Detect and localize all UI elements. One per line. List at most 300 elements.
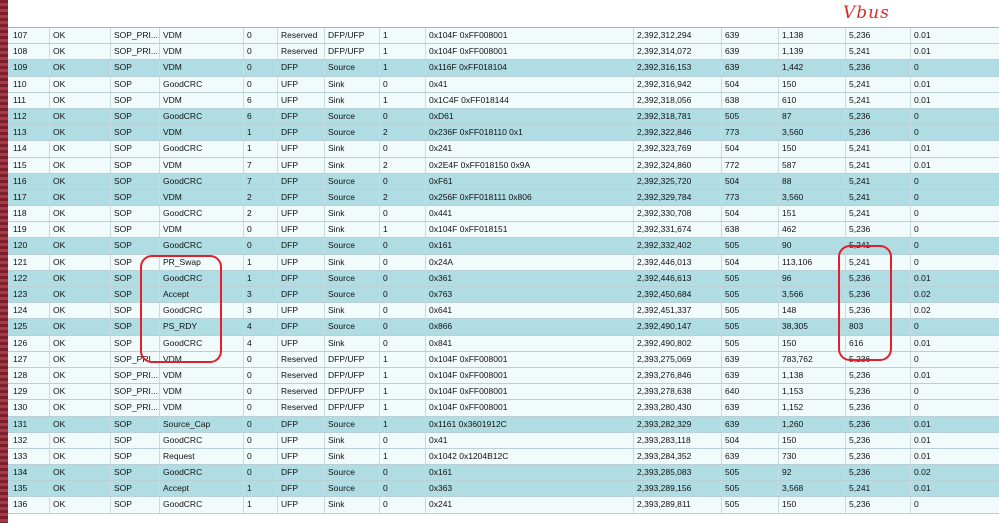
cell-header-data: 0x41 <box>426 433 634 448</box>
cell-message-type: Accept <box>160 287 244 302</box>
cell-timestamp: 2,393,280,430 <box>634 400 722 415</box>
table-row[interactable] <box>8 93 999 109</box>
cell-message-type: GoodCRC <box>160 271 244 286</box>
cell-message-type: GoodCRC <box>160 109 244 124</box>
cell-ibus: 0.01 <box>914 159 931 170</box>
cell-timestamp: 2,392,312,294 <box>634 28 722 43</box>
cell-duration: 505 <box>722 303 779 318</box>
cell-duration: 505 <box>722 287 779 302</box>
cell-ibus: 0 <box>914 175 919 186</box>
cell-vbus: 5,241 <box>846 481 911 496</box>
cell-ibus: 0 <box>914 127 919 138</box>
cell-status: OK <box>50 287 111 302</box>
cell-row-index: 127 <box>8 352 50 367</box>
cell-message-id: 1 <box>244 141 278 156</box>
cell-duration: 772 <box>722 158 779 173</box>
cell-status: OK <box>50 222 111 237</box>
cell-role-power: Sink <box>325 158 380 173</box>
cell-role-power: Sink <box>325 141 380 156</box>
cell-message-type: GoodCRC <box>160 336 244 351</box>
cell-timestamp: 2,392,332,402 <box>634 238 722 253</box>
cell-message-type: VDM <box>160 93 244 108</box>
cell-timestamp: 2,393,289,156 <box>634 481 722 496</box>
cell-timestamp: 2,393,282,329 <box>634 417 722 432</box>
cell-timestamp: 2,392,318,781 <box>634 109 722 124</box>
cell-role-power: Sink <box>325 206 380 221</box>
cell-status: OK <box>50 206 111 221</box>
cell-object-count: 2 <box>380 125 426 140</box>
cell-duration: 505 <box>722 336 779 351</box>
cell-vbus: 5,236 <box>846 109 911 124</box>
table-row[interactable] <box>8 190 999 206</box>
cell-row-index: 133 <box>8 449 50 464</box>
cell-role-power: Source <box>325 109 380 124</box>
cell-role-power: Sink <box>325 255 380 270</box>
table-row[interactable] <box>8 28 999 44</box>
cell-timestamp: 2,392,450,684 <box>634 287 722 302</box>
cell-role-data: Reserved <box>278 352 325 367</box>
cell-row-index: 111 <box>8 93 50 108</box>
cell-status: OK <box>50 433 111 448</box>
cell-timestamp: 2,392,329,784 <box>634 190 722 205</box>
cell-header-data: 0x24A <box>426 255 634 270</box>
cell-sop-type: SOP_PRI... <box>111 352 160 367</box>
cell-role-data: Reserved <box>278 368 325 383</box>
cell-ibus: 0 <box>914 110 919 121</box>
cell-message-id: 1 <box>244 271 278 286</box>
cell-message-type: Source_Cap <box>160 417 244 432</box>
table-row[interactable] <box>8 368 999 384</box>
cell-message-id: 6 <box>244 93 278 108</box>
table-row[interactable] <box>8 287 999 303</box>
cell-message-id: 1 <box>244 255 278 270</box>
cell-message-type: VDM <box>160 60 244 75</box>
cell-role-power: Source <box>325 319 380 334</box>
cell-row-index: 126 <box>8 336 50 351</box>
cell-header-data: 0x104F 0xFF008001 <box>426 352 634 367</box>
cell-row-index: 113 <box>8 125 50 140</box>
cell-sop-type: SOP <box>111 481 160 496</box>
cell-message-type: VDM <box>160 44 244 59</box>
cell-duration: 505 <box>722 238 779 253</box>
cell-delta: 148 <box>779 303 846 318</box>
table-row[interactable] <box>8 109 999 125</box>
cell-message-type: GoodCRC <box>160 497 244 512</box>
cell-message-id: 2 <box>244 190 278 205</box>
cell-role-data: UFP <box>278 449 325 464</box>
cell-row-index: 110 <box>8 77 50 92</box>
cell-sop-type: SOP <box>111 141 160 156</box>
cell-object-count: 1 <box>380 449 426 464</box>
table-row[interactable] <box>8 77 999 93</box>
cell-sop-type: SOP <box>111 255 160 270</box>
cell-message-type: VDM <box>160 352 244 367</box>
cell-status: OK <box>50 465 111 480</box>
table-row[interactable] <box>8 417 999 433</box>
cell-vbus: 5,236 <box>846 497 911 512</box>
cell-vbus: 5,241 <box>846 77 911 92</box>
cell-role-data: DFP <box>278 271 325 286</box>
cell-object-count: 1 <box>380 352 426 367</box>
cell-sop-type: SOP <box>111 109 160 124</box>
cell-ibus: 0.01 <box>914 450 931 461</box>
cell-status: OK <box>50 384 111 399</box>
cell-header-data: 0x236F 0xFF018110 0x1 <box>426 125 634 140</box>
cell-message-id: 0 <box>244 222 278 237</box>
cell-role-data: UFP <box>278 141 325 156</box>
cell-status: OK <box>50 60 111 75</box>
cell-message-type: VDM <box>160 158 244 173</box>
cell-delta: 113,106 <box>779 255 846 270</box>
cell-duration: 504 <box>722 141 779 156</box>
cell-delta: 3,560 <box>779 190 846 205</box>
cell-row-index: 121 <box>8 255 50 270</box>
cell-message-id: 1 <box>244 497 278 512</box>
cell-sop-type: SOP <box>111 174 160 189</box>
table-row[interactable] <box>8 481 999 497</box>
cell-message-id: 7 <box>244 174 278 189</box>
cell-role-data: UFP <box>278 255 325 270</box>
cell-duration: 639 <box>722 28 779 43</box>
cell-sop-type: SOP <box>111 287 160 302</box>
cell-sop-type: SOP <box>111 158 160 173</box>
cell-header-data: 0x161 <box>426 238 634 253</box>
cell-status: OK <box>50 109 111 124</box>
cell-status: OK <box>50 319 111 334</box>
cell-vbus: 5,241 <box>846 238 911 253</box>
cell-duration: 639 <box>722 449 779 464</box>
cell-object-count: 0 <box>380 497 426 512</box>
cell-header-data: 0x104F 0xFF008001 <box>426 368 634 383</box>
packet-table <box>8 27 999 514</box>
cell-row-index: 125 <box>8 319 50 334</box>
cell-sop-type: SOP <box>111 497 160 512</box>
cell-status: OK <box>50 336 111 351</box>
table-row[interactable] <box>8 336 999 352</box>
cell-message-id: 0 <box>244 465 278 480</box>
cell-vbus: 5,236 <box>846 287 911 302</box>
cell-vbus: 5,236 <box>846 400 911 415</box>
cell-role-data: DFP <box>278 60 325 75</box>
cell-object-count: 1 <box>380 60 426 75</box>
table-row[interactable] <box>8 352 999 368</box>
cell-vbus: 5,241 <box>846 93 911 108</box>
cell-duration: 504 <box>722 433 779 448</box>
cell-duration: 505 <box>722 465 779 480</box>
cell-row-index: 107 <box>8 28 50 43</box>
cell-role-power: Source <box>325 60 380 75</box>
cell-status: OK <box>50 481 111 496</box>
table-row[interactable] <box>8 222 999 238</box>
cell-duration: 504 <box>722 77 779 92</box>
cell-role-data: DFP <box>278 174 325 189</box>
cell-vbus: 5,241 <box>846 44 911 59</box>
cell-timestamp: 2,392,451,337 <box>634 303 722 318</box>
cell-row-index: 134 <box>8 465 50 480</box>
cell-status: OK <box>50 174 111 189</box>
cell-ibus: 0.01 <box>914 272 931 283</box>
cell-vbus: 5,236 <box>846 352 911 367</box>
cell-ibus: 0.01 <box>914 78 931 89</box>
table-row[interactable] <box>8 449 999 465</box>
table-row[interactable] <box>8 238 999 254</box>
cell-ibus: 0 <box>914 240 919 251</box>
cell-header-data: 0x256F 0xFF018111 0x806 <box>426 190 634 205</box>
table-row[interactable] <box>8 319 999 335</box>
cell-role-data: UFP <box>278 158 325 173</box>
cell-timestamp: 2,393,285,083 <box>634 465 722 480</box>
cell-vbus: 5,241 <box>846 255 911 270</box>
cell-object-count: 0 <box>380 481 426 496</box>
cell-status: OK <box>50 28 111 43</box>
cell-header-data: 0x361 <box>426 271 634 286</box>
cell-vbus: 5,241 <box>846 174 911 189</box>
cell-object-count: 1 <box>380 28 426 43</box>
cell-message-id: 0 <box>244 44 278 59</box>
cell-timestamp: 2,392,490,802 <box>634 336 722 351</box>
cell-header-data: 0x104F 0xFF008001 <box>426 28 634 43</box>
cell-vbus: 616 <box>846 336 911 351</box>
cell-message-type: VDM <box>160 28 244 43</box>
cell-timestamp: 2,393,275,069 <box>634 352 722 367</box>
cell-vbus: 5,236 <box>846 125 911 140</box>
cell-status: OK <box>50 417 111 432</box>
cell-vbus: 5,236 <box>846 449 911 464</box>
cell-delta: 92 <box>779 465 846 480</box>
cell-delta: 1,139 <box>779 44 846 59</box>
cell-header-data: 0x161 <box>426 465 634 480</box>
cell-vbus: 5,236 <box>846 433 911 448</box>
cell-timestamp: 2,392,446,613 <box>634 271 722 286</box>
cell-timestamp: 2,393,276,846 <box>634 368 722 383</box>
cell-message-id: 0 <box>244 28 278 43</box>
cell-row-index: 115 <box>8 158 50 173</box>
cell-timestamp: 2,392,490,147 <box>634 319 722 334</box>
cell-sop-type: SOP_PRI... <box>111 384 160 399</box>
cell-header-data: 0x866 <box>426 319 634 334</box>
cell-header-data: 0x363 <box>426 481 634 496</box>
cell-message-id: 0 <box>244 417 278 432</box>
table-row[interactable] <box>8 60 999 76</box>
cell-row-index: 108 <box>8 44 50 59</box>
cell-delta: 150 <box>779 336 846 351</box>
cell-sop-type: SOP <box>111 206 160 221</box>
cell-duration: 638 <box>722 222 779 237</box>
cell-status: OK <box>50 158 111 173</box>
cell-header-data: 0x841 <box>426 336 634 351</box>
cell-role-power: Source <box>325 190 380 205</box>
cell-row-index: 129 <box>8 384 50 399</box>
table-row[interactable] <box>8 44 999 60</box>
cell-header-data: 0x641 <box>426 303 634 318</box>
cell-object-count: 1 <box>380 417 426 432</box>
cell-timestamp: 2,392,318,056 <box>634 93 722 108</box>
cell-header-data: 0x2E4F 0xFF018150 0x9A <box>426 158 634 173</box>
cell-role-power: DFP/UFP <box>325 28 380 43</box>
cell-role-power: DFP/UFP <box>325 352 380 367</box>
cell-role-power: Source <box>325 417 380 432</box>
cell-timestamp: 2,392,330,708 <box>634 206 722 221</box>
cell-message-type: Accept <box>160 481 244 496</box>
cell-delta: 150 <box>779 433 846 448</box>
cell-row-index: 119 <box>8 222 50 237</box>
cell-status: OK <box>50 77 111 92</box>
cell-object-count: 0 <box>380 319 426 334</box>
cell-duration: 505 <box>722 481 779 496</box>
cell-object-count: 0 <box>380 174 426 189</box>
cell-duration: 639 <box>722 60 779 75</box>
cell-vbus: 5,236 <box>846 303 911 318</box>
table-row[interactable] <box>8 271 999 287</box>
cell-row-index: 130 <box>8 400 50 415</box>
cell-object-count: 1 <box>380 222 426 237</box>
cell-object-count: 0 <box>380 271 426 286</box>
cell-vbus: 5,241 <box>846 141 911 156</box>
cell-sop-type: SOP_PRI... <box>111 400 160 415</box>
cell-delta: 87 <box>779 109 846 124</box>
cell-role-data: UFP <box>278 206 325 221</box>
cell-delta: 38,305 <box>779 319 846 334</box>
cell-role-power: Sink <box>325 222 380 237</box>
cell-ibus: 0 <box>914 402 919 413</box>
cell-message-id: 3 <box>244 303 278 318</box>
cell-role-power: Sink <box>325 336 380 351</box>
cell-delta: 462 <box>779 222 846 237</box>
cell-ibus: 0 <box>914 224 919 235</box>
cell-message-type: GoodCRC <box>160 141 244 156</box>
cell-role-data: UFP <box>278 303 325 318</box>
cell-delta: 3,568 <box>779 481 846 496</box>
cell-sop-type: SOP_PRI... <box>111 44 160 59</box>
cell-object-count: 1 <box>380 384 426 399</box>
cell-header-data: 0xF61 <box>426 174 634 189</box>
cell-delta: 3,560 <box>779 125 846 140</box>
cell-timestamp: 2,392,331,674 <box>634 222 722 237</box>
table-row[interactable] <box>8 141 999 157</box>
cell-message-type: PR_Swap <box>160 255 244 270</box>
cell-row-index: 128 <box>8 368 50 383</box>
cell-sop-type: SOP <box>111 190 160 205</box>
cell-sop-type: SOP <box>111 77 160 92</box>
cell-object-count: 1 <box>380 368 426 383</box>
cell-role-power: Source <box>325 238 380 253</box>
cell-duration: 504 <box>722 255 779 270</box>
cell-sop-type: SOP <box>111 125 160 140</box>
cell-message-type: GoodCRC <box>160 303 244 318</box>
cell-duration: 504 <box>722 206 779 221</box>
cell-delta: 1,138 <box>779 368 846 383</box>
cell-message-id: 1 <box>244 481 278 496</box>
table-row[interactable] <box>8 384 999 400</box>
cell-row-index: 117 <box>8 190 50 205</box>
table-row[interactable] <box>8 158 999 174</box>
table-row[interactable] <box>8 400 999 416</box>
cell-row-index: 131 <box>8 417 50 432</box>
table-row[interactable] <box>8 303 999 319</box>
cell-ibus: 0.02 <box>914 467 931 478</box>
cell-delta: 1,153 <box>779 384 846 399</box>
cell-object-count: 0 <box>380 77 426 92</box>
cell-row-index: 114 <box>8 141 50 156</box>
table-row[interactable] <box>8 174 999 190</box>
cell-role-data: DFP <box>278 465 325 480</box>
cell-header-data: 0x441 <box>426 206 634 221</box>
cell-role-data: UFP <box>278 433 325 448</box>
cell-row-index: 124 <box>8 303 50 318</box>
cell-role-data: DFP <box>278 125 325 140</box>
cell-ibus: 0 <box>914 208 919 219</box>
cell-duration: 638 <box>722 93 779 108</box>
cell-row-index: 123 <box>8 287 50 302</box>
table-row[interactable] <box>8 465 999 481</box>
cell-role-power: Source <box>325 481 380 496</box>
cell-timestamp: 2,392,322,846 <box>634 125 722 140</box>
cell-message-type: VDM <box>160 400 244 415</box>
cell-timestamp: 2,393,284,352 <box>634 449 722 464</box>
cell-object-count: 0 <box>380 206 426 221</box>
vbus-annotation: Vbus <box>843 3 890 23</box>
table-row[interactable] <box>8 497 999 513</box>
cell-message-type: GoodCRC <box>160 238 244 253</box>
cell-message-type: Request <box>160 449 244 464</box>
cell-object-count: 1 <box>380 44 426 59</box>
cell-object-count: 1 <box>380 93 426 108</box>
cell-role-data: DFP <box>278 481 325 496</box>
cell-row-index: 136 <box>8 497 50 512</box>
cell-delta: 151 <box>779 206 846 221</box>
cell-header-data: 0x241 <box>426 141 634 156</box>
cell-role-power: DFP/UFP <box>325 400 380 415</box>
cell-header-data: 0x41 <box>426 77 634 92</box>
cell-role-data: DFP <box>278 238 325 253</box>
cell-message-type: GoodCRC <box>160 77 244 92</box>
cell-header-data: 0x116F 0xFF018104 <box>426 60 634 75</box>
cell-role-data: DFP <box>278 109 325 124</box>
cell-object-count: 2 <box>380 190 426 205</box>
cell-message-type: VDM <box>160 125 244 140</box>
cell-header-data: 0x241 <box>426 497 634 512</box>
table-row[interactable] <box>8 433 999 449</box>
cell-ibus: 0 <box>914 353 919 364</box>
cell-role-power: Sink <box>325 433 380 448</box>
cell-vbus: 5,236 <box>846 60 911 75</box>
cell-ibus: 0.01 <box>914 143 931 154</box>
cell-header-data: 0x104F 0xFF008001 <box>426 384 634 399</box>
cell-duration: 505 <box>722 271 779 286</box>
cell-role-data: UFP <box>278 336 325 351</box>
cell-object-count: 0 <box>380 109 426 124</box>
cell-message-id: 3 <box>244 287 278 302</box>
cell-vbus: 5,236 <box>846 28 911 43</box>
cell-row-index: 132 <box>8 433 50 448</box>
cell-header-data: 0xD61 <box>426 109 634 124</box>
cell-timestamp: 2,393,283,118 <box>634 433 722 448</box>
cell-status: OK <box>50 303 111 318</box>
cell-sop-type: SOP <box>111 60 160 75</box>
cell-vbus: 5,236 <box>846 384 911 399</box>
cell-role-power: Source <box>325 287 380 302</box>
cell-role-power: Source <box>325 174 380 189</box>
table-row[interactable] <box>8 255 999 271</box>
cell-role-data: UFP <box>278 77 325 92</box>
cell-delta: 587 <box>779 158 846 173</box>
cell-status: OK <box>50 93 111 108</box>
cell-ibus: 0 <box>914 321 919 332</box>
table-row[interactable] <box>8 125 999 141</box>
cell-ibus: 0 <box>914 62 919 73</box>
cell-delta: 1,442 <box>779 60 846 75</box>
table-row[interactable] <box>8 206 999 222</box>
